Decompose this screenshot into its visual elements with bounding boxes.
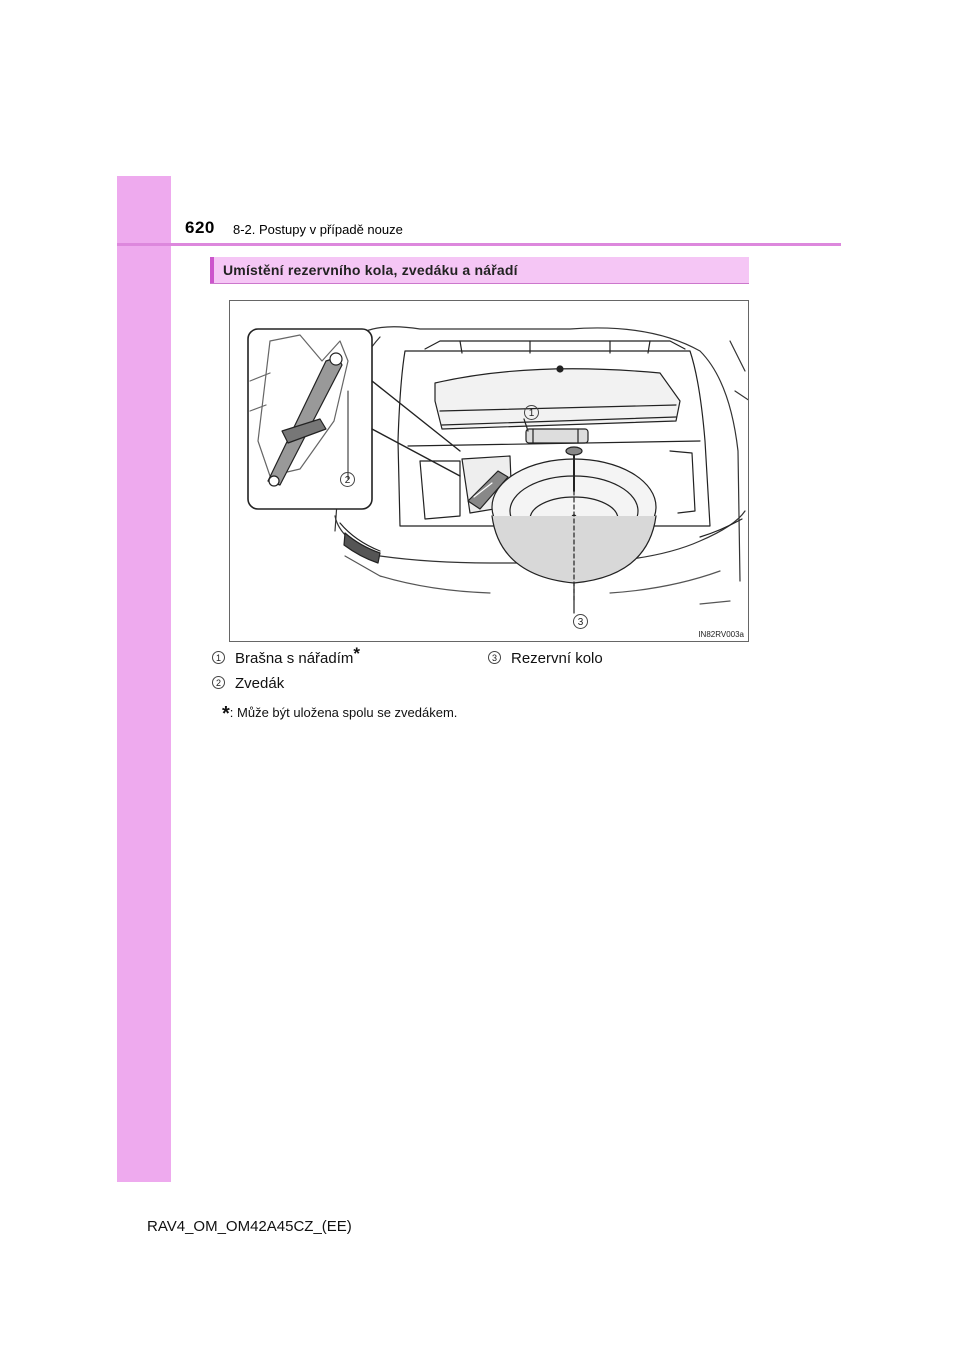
legend-number: 3 [488,651,501,664]
trunk-illustration [229,300,749,642]
legend-item-tool-bag [212,644,361,667]
callout-3-number: 3 [573,614,588,629]
callout-1 [524,404,539,422]
legend-label: Zvedák [235,675,285,692]
footnote-mark: * [222,703,230,725]
section-heading [210,257,749,284]
header-rule [117,243,841,246]
legend-label: Rezervní kolo [511,650,603,667]
section-heading-text: Umístění rezervního kola, zvedáku a nářadí [223,262,518,278]
footnote-text: : Může být uložena spolu se zvedákem. [229,705,458,720]
callout-2-number: 2 [340,472,355,487]
document-code: RAV4_OM_OM42A45CZ_(EE) [147,1218,352,1235]
callout-1-number: 1 [524,405,539,420]
legend-item-spare-wheel [488,650,603,667]
page-number: 620 [185,218,215,237]
legend-item-jack [212,675,284,692]
chapter-title: 8-2. Postupy v případě nouze [233,222,403,237]
callout-2 [340,471,355,489]
figure-code: IN82RV003a [698,630,744,639]
legend-footnote-mark: * [353,644,361,663]
legend-number: 1 [212,651,225,664]
side-tab [117,176,171,1182]
callout-3 [573,613,588,631]
trunk-drawing [230,301,749,642]
legend-number: 2 [212,676,225,689]
legend-label: Brašna s nářadím [235,650,354,667]
footnote [222,700,457,723]
section-heading-bar [210,257,214,283]
